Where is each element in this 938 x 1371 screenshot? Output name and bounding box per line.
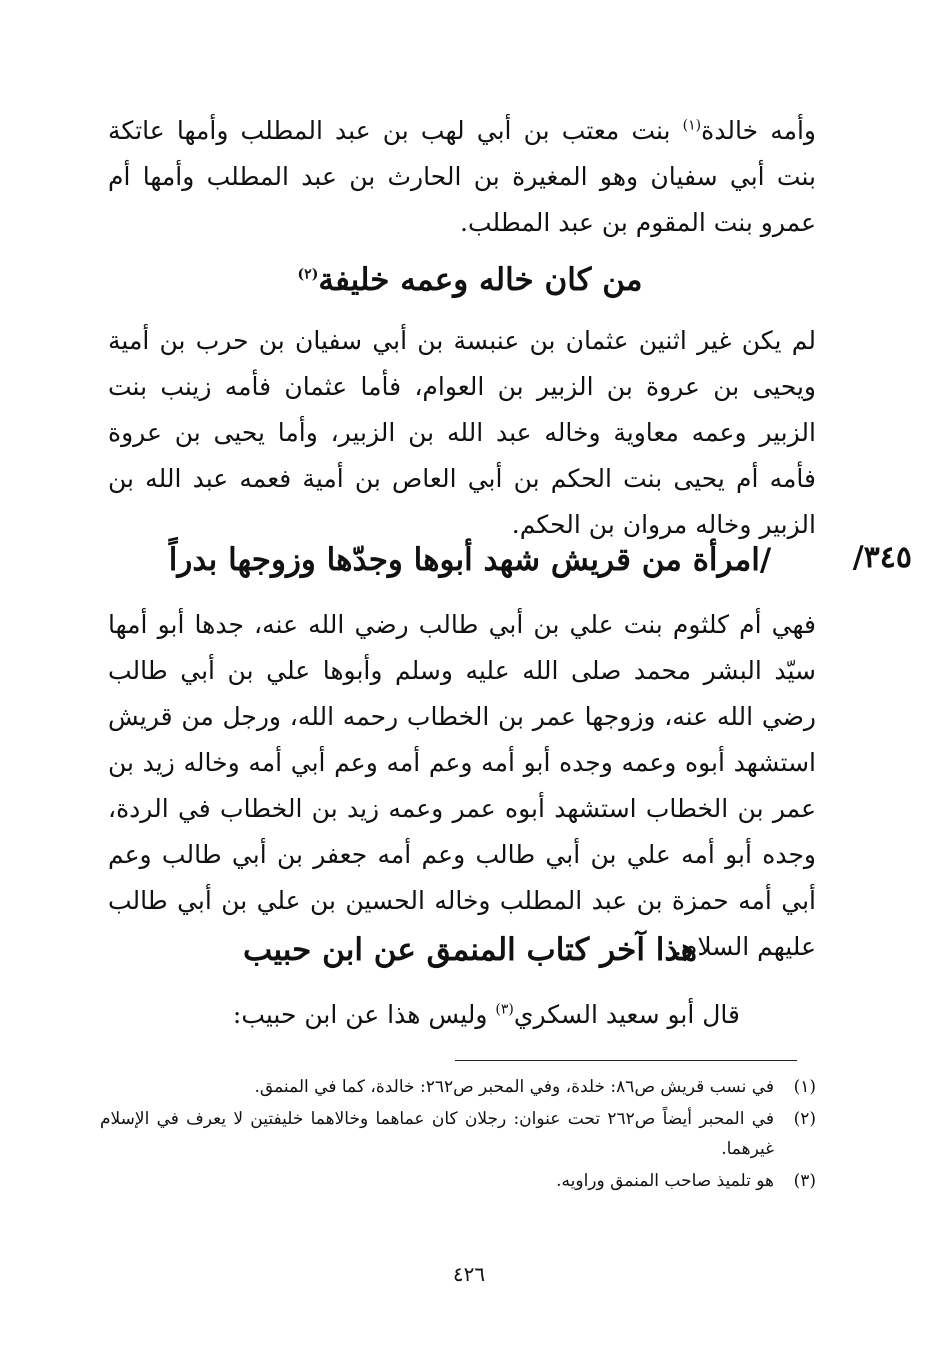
paragraph-sukkari bbox=[200, 992, 740, 1038]
margin-page-number: ٣٤٥/ bbox=[852, 540, 912, 575]
footnote-marker-2: (٢) bbox=[297, 266, 319, 283]
paragraph-khalida-start: وأمه خالدة bbox=[701, 116, 817, 145]
footnote-number: (١) bbox=[793, 1077, 816, 1097]
footnote-text: في نسب قريش ص٨٦: خلدة، وفي المحبر ص٢٦٢: خالدة، كما في المنمق. bbox=[254, 1077, 774, 1097]
footnote-text: هو تلميذ صاحب المنمق وراويه. bbox=[556, 1171, 774, 1191]
heading-uncle-caliph-text: من كان خاله وعمه خليفة bbox=[318, 262, 643, 298]
heading-quraysh-woman: /امرأة من قريش شهد أبوها وجدّها وزوجها بدراً bbox=[168, 542, 772, 578]
paragraph-sukkari-start: قال أبو سعيد السكري bbox=[513, 1000, 740, 1029]
footnotes bbox=[100, 1072, 816, 1198]
footnote-text: في المحبر أيضاً ص٢٦٢ تحت عنوان: رجلان كان عماهما وخالاهما خليفتين لا يعرف في الإسلام غيرهما. bbox=[100, 1109, 775, 1159]
footnote-divider bbox=[455, 1060, 797, 1061]
paragraph-khalida bbox=[108, 108, 816, 246]
paragraph-khalida-rest: بنت معتب بن أبي لهب بن عبد المطلب وأمها عاتكة بنت أبي سفيان وهو المغيرة بن الحارث بن عبد المطلب وأمها أم عمرو بنت المقوم بن عبد المطلب. bbox=[108, 116, 816, 237]
footnote-item bbox=[100, 1072, 816, 1102]
paragraph-sukkari-rest: وليس هذا عن ابن حبيب: bbox=[232, 1000, 496, 1029]
footnote-number: (٢) bbox=[793, 1109, 816, 1129]
footnote-item bbox=[100, 1104, 816, 1164]
footnote-number: (٣) bbox=[793, 1171, 816, 1191]
footnote-item bbox=[100, 1166, 816, 1196]
heading-uncle-caliph bbox=[140, 258, 800, 302]
footnote-marker-3: (٣) bbox=[495, 1001, 514, 1018]
page-number: ٤٢٦ bbox=[452, 1262, 486, 1286]
footnote-marker-1: (١) bbox=[682, 117, 702, 134]
paragraph-two-men: لم يكن غير اثنين عثمان بن عنبسة بن أبي سفيان بن حرب بن أمية ويحيى بن عروة بن الزبير بن العوام، فأما عثمان فأمه زينب بنت الزبير وعمه معاوية وخاله عبد الله بن الزبير، وأما يحيى بن عروة فأمه أم يحيى بنت الحكم بن أبي العاص بن أمية فعمه عبد الله بن الزبير وخاله مروان بن الحكم. bbox=[108, 326, 816, 539]
paragraph-umm-kulthum: فهي أم كلثوم بنت علي بن أبي طالب رضي الله عنه، جدها أبو أمها سيّد البشر محمد صلى الله عليه وسلم وأبوها علي بن أبي طالب رضي الله عنه، وزوجها عمر بن الخطاب رحمه الله، ورجل من قريش استشهد أبوه وعمه وجده أبو أمه وعم أمه وعم أبي أمه وخاله زيد بن عمر بن الخطاب استشهد أبوه عمر وعمه زيد بن الخطاب في الردة، وجده أبو أمه علي بن أبي طالب وعم أمه جعفر بن أبي طالب وعم أبي أمه حمزة بن عبد المطلب وخاله الحسين بن علي بن أبي طالب عليهم السلام. bbox=[108, 610, 816, 961]
heading-book-end: هذا آخر كتاب المنمق عن ابن حبيب bbox=[243, 932, 697, 968]
